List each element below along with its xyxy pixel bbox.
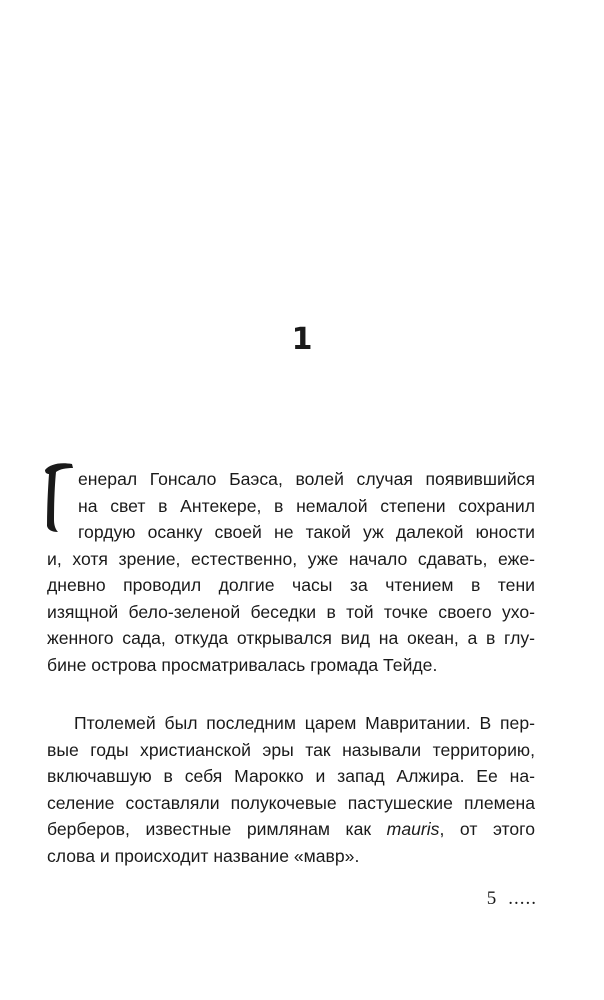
- paragraph-line: енерал Гонсало Баэса, волей случая появившийся: [78, 469, 535, 489]
- chapter-number: 1: [291, 322, 313, 357]
- footnote-line: включавшую в себя Марокко и запад Алжира. Ее на-: [47, 766, 535, 786]
- drop-cap-letter: [42, 460, 76, 534]
- page-number: 5: [486, 888, 497, 909]
- footnote-text: , от этого: [439, 819, 535, 839]
- paragraph-line: гордую осанку своей не такой уж далекой юности: [78, 522, 535, 542]
- footnote-line: слова и происходит название «мавр».: [47, 845, 360, 866]
- footnote-text: берберов, известные римлянам как: [47, 819, 387, 839]
- main-paragraph: [47, 466, 535, 678]
- paragraph-line: и, хотя зрение, естественно, уже начало сдавать, еже-: [47, 548, 535, 569]
- paragraph-line: дневно проводил долгие часы за чтением в тени: [47, 575, 535, 595]
- paragraph-line: бине острова просматривалась громада Тейде.: [47, 654, 438, 675]
- footnote-line: Птолемей был последним царем Мавритании. В пер-: [74, 713, 535, 733]
- footnote-line: селение составляли полукочевые пастушеские племена: [47, 792, 535, 813]
- footnote-line: [47, 816, 535, 843]
- footnote-line: вые годы христианской эры так называли территорию,: [47, 739, 535, 760]
- paragraph-line: женного сада, откуда открывался вид на океан, а в глу-: [47, 628, 535, 648]
- latin-term: mauris: [386, 819, 440, 839]
- paragraph-line: изящной бело-зеленой беседки в той точке своего ухо-: [47, 601, 535, 622]
- paragraph-line: на свет в Антекере, в немалой степени сохранил: [78, 495, 535, 516]
- page-dots-ornament: .....: [508, 888, 537, 909]
- footnote-paragraph: [47, 710, 535, 869]
- page-footer: [487, 887, 537, 911]
